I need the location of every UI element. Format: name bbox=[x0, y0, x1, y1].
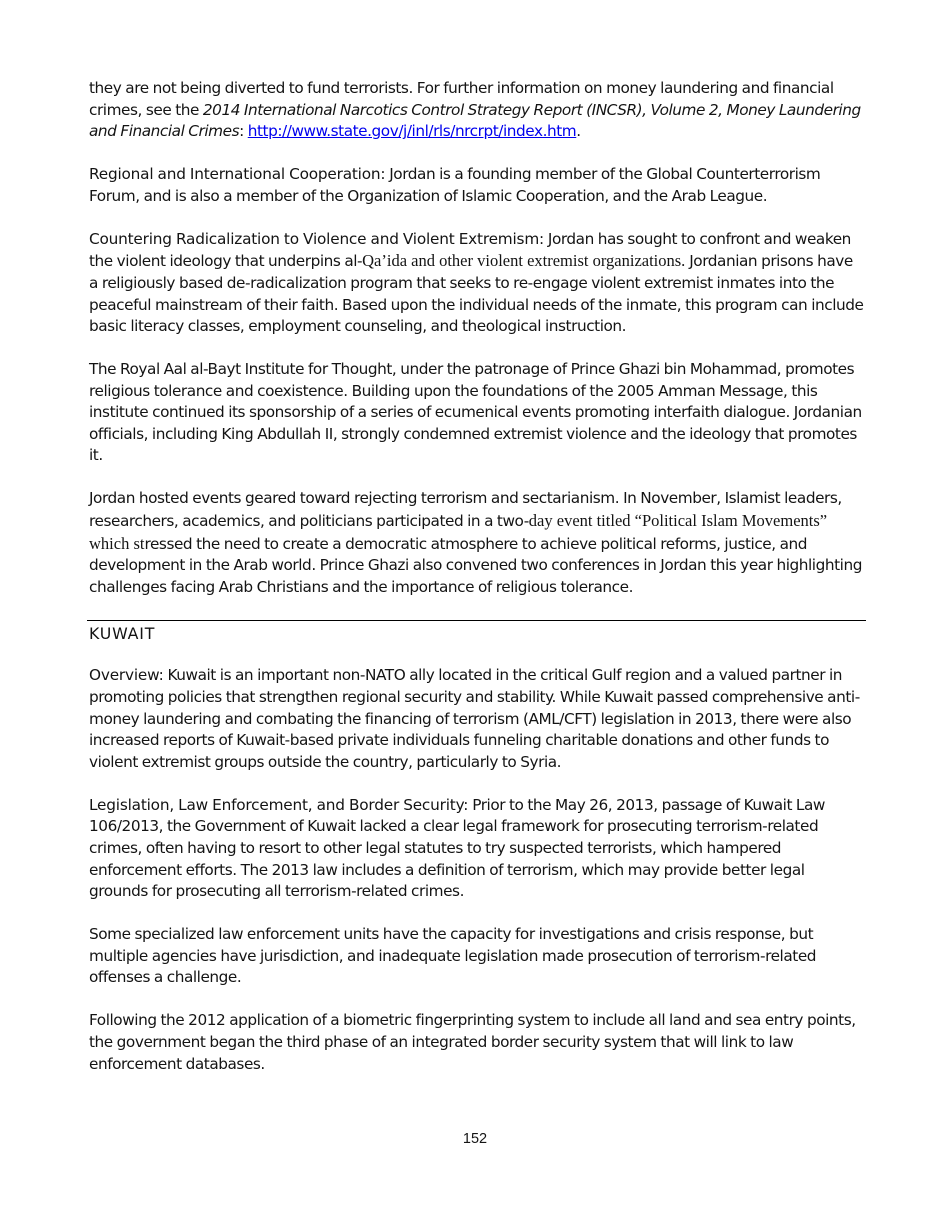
paragraph-kuwait-legislation bbox=[89, 795, 864, 903]
subheading-overview: Overview: bbox=[89, 666, 164, 685]
paragraph-financial-crimes bbox=[89, 78, 864, 143]
report-title: 2014 International Narcotics Control Strategy Report (INCSR), Volume 2, Money Laundering and Financial Crimes bbox=[89, 100, 861, 141]
paragraph-text-serif: Qa’ida and other violent extremist organizations. bbox=[362, 251, 686, 271]
paragraph-regional-cooperation bbox=[89, 164, 864, 207]
paragraph-kuwait-law-enforcement-units bbox=[89, 924, 864, 989]
paragraph-kuwait-overview bbox=[89, 665, 864, 773]
subheading-regional-cooperation: Regional and International Cooperation: bbox=[89, 165, 386, 184]
paragraph-text: Following the 2012 application of a biometric fingerprinting system to include all land and sea entry points, the government began the third phase of an integrated border security system that will link to law enforcement databases. bbox=[89, 1011, 856, 1073]
paragraph-text: ressed the need to create a democratic atmosphere to achieve political reforms, justice, and development in the Arab world. Prince Ghazi also convened two conferences in Jordan this year highlighting challenges facing Arab Christians and the importance of religious tolerance. bbox=[89, 534, 862, 596]
subheading-legislation: Legislation, Law Enforcement, and Border Security: bbox=[89, 795, 469, 814]
paragraph-text: Some specialized law enforcement units have the capacity for investigations and crisis response, but multiple agencies have jurisdiction, and inadequate legislation made prosecution of terrorism-related offenses a challenge. bbox=[89, 925, 817, 987]
paragraph-text: Jordanian prisons have a religiously based de-radicalization program that seeks to re-engage violent extremist inmates into the peaceful mainstream of their faith. Based upon the individual needs of the inmate, this program can include basic literacy classes, employment counseling, and theological instruction. bbox=[89, 252, 864, 336]
paragraph-text: Jordan has sought to confront and weaken the violent ideology that underpins al- bbox=[89, 229, 851, 271]
paragraph-text: they are not being diverted to fund terrorists. For further information on money laundering and financial crimes, see the bbox=[89, 79, 834, 119]
paragraph-text: Prior to the May 26, 2013, passage of Kuwait Law 106/2013, the Government of Kuwait lacked a clear legal framework for prosecuting terrorism-related crimes, often having to resort to other legal statutes to try suspected terrorists, which hampered enforcement efforts. The 2013 law includes a definition of terrorism, which may provide better legal grounds for prosecuting all terrorism-related crimes. bbox=[89, 795, 825, 901]
section-title-kuwait: KUWAIT bbox=[89, 623, 156, 643]
paragraph-text: : bbox=[239, 122, 248, 141]
page-number: 152 bbox=[462, 1131, 488, 1147]
paragraph-text-serif: day event titled “Political Islam Movements” which st bbox=[89, 511, 828, 553]
paragraph-text: Jordan hosted events geared toward rejecting terrorism and sectarianism. In November, Islamist leaders, researchers, academics, and politicians participated in a two- bbox=[89, 489, 842, 531]
paragraph-jordan-events bbox=[89, 488, 864, 598]
paragraph-text: . bbox=[576, 122, 581, 141]
document-page bbox=[89, 78, 864, 1075]
paragraph-kuwait-biometric bbox=[89, 1010, 864, 1075]
paragraph-aal-al-bayt bbox=[89, 359, 864, 467]
paragraph-countering-radicalization bbox=[89, 229, 864, 338]
paragraph-text: Jordan is a founding member of the Global Counterterrorism Forum, and is also a member of the Organization of Islamic Cooperation, and the Arab League. bbox=[89, 165, 821, 205]
paragraph-text: Kuwait is an important non-NATO ally located in the critical Gulf region and a valued partner in promoting policies that strengthen regional security and stability. While Kuwait passed comprehensive anti-money laundering and combating the financing of terrorism (AML/CFT) legislation in 2013, there were also increased reports of Kuwait-based private individuals funneling charitable donations and other funds to violent extremist groups outside the country, particularly to Syria. bbox=[89, 666, 860, 771]
subheading-countering-radicalization: Countering Radicalization to Violence and Violent Extremism: bbox=[89, 229, 544, 248]
section-divider bbox=[87, 620, 866, 621]
incsr-report-link[interactable]: http://www.state.gov/j/inl/rls/nrcrpt/index.htm bbox=[247, 122, 577, 141]
paragraph-text: The Royal Aal al-Bayt Institute for Thought, under the patronage of Prince Ghazi bin Mohammad, promotes religious tolerance and coexistence. Building upon the foundations of the 2005 Amman Message, this institute continued its sponsorship of a series of ecumenical events promoting interfaith dialogue. Jordanian officials, including King Abdullah II, strongly condemned extremist violence and the ideology that promotes it. bbox=[89, 360, 862, 465]
